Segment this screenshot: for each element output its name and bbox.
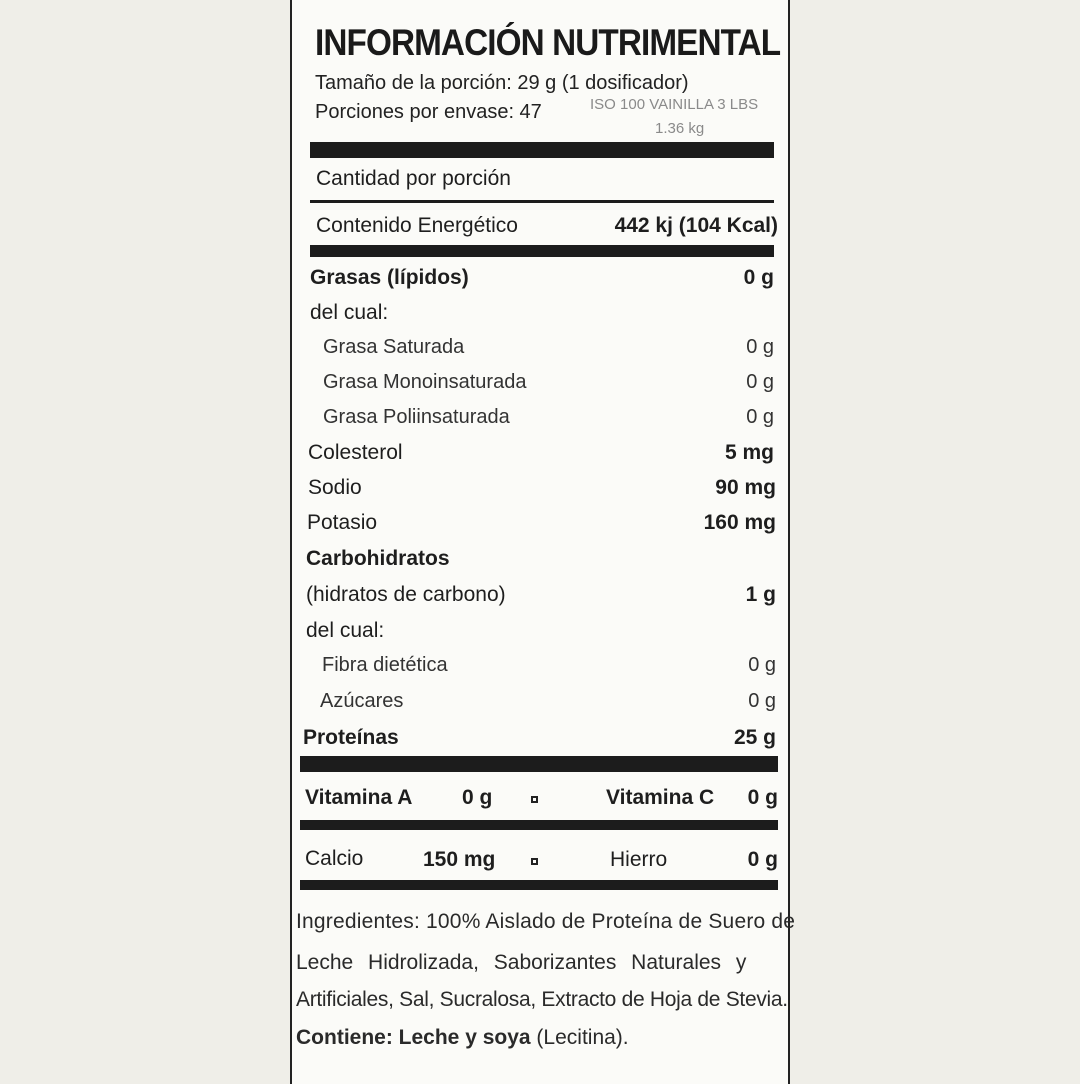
- nutrient-value: 25 g: [733, 726, 776, 749]
- nutrient-label: Grasa Poliinsaturada: [323, 406, 510, 428]
- separator-square-icon: [531, 858, 538, 865]
- thick-divider: [310, 142, 774, 158]
- servings-per-container: Porciones por envase: 47: [315, 101, 542, 123]
- vitamin-label: Vitamina A: [305, 786, 413, 809]
- vitamin-value: 0 g: [747, 786, 778, 809]
- thick-divider: [300, 880, 778, 890]
- nutrient-label: Colesterol: [308, 441, 403, 464]
- nutrient-value: 0 g: [746, 371, 774, 393]
- thick-divider: [300, 756, 778, 772]
- nutrient-value: 0 g: [748, 690, 776, 712]
- thin-divider: [310, 200, 774, 203]
- ingredients-line: Artificiales, Sal, Sucralosa, Extracto de Hoja de Stevia.: [296, 988, 788, 1011]
- nutrient-label: (hidratos de carbono): [306, 583, 506, 606]
- serving-size: Tamaño de la porción: 29 g (1 dosificador): [315, 72, 689, 94]
- nutrient-label: Grasa Monoinsaturada: [323, 371, 527, 393]
- vitamin-value: 0 g: [462, 786, 493, 809]
- nutrient-value: 5 mg: [724, 441, 774, 464]
- nutrient-value: 0 g: [748, 654, 776, 676]
- nutrient-label: Sodio: [308, 476, 362, 499]
- nutrient-label: Proteínas: [303, 726, 399, 749]
- nutrient-label: Azúcares: [320, 690, 404, 712]
- label-title: INFORMACIÓN NUTRIMENTAL: [315, 22, 781, 63]
- mineral-label: Calcio: [305, 847, 364, 870]
- product-weight: 1.36 kg: [655, 120, 705, 137]
- nutrient-label: Carbohidratos: [306, 547, 450, 570]
- nutrient-value: 0 g: [746, 336, 774, 358]
- nutrient-value: 0 g: [746, 406, 774, 428]
- thick-divider: [300, 820, 778, 830]
- nutrient-value: 0 g: [743, 266, 774, 289]
- vitamin-label: Vitamina C: [606, 786, 715, 809]
- mineral-value: 150 mg: [423, 848, 496, 871]
- separator-square-icon: [531, 796, 538, 803]
- nutrient-label: del cual:: [310, 301, 389, 324]
- energy-label: Contenido Energético: [316, 214, 518, 237]
- nutrient-label: Grasa Saturada: [323, 336, 465, 358]
- contains-statement: [296, 1026, 629, 1050]
- contains-value: Leche y soya: [398, 1026, 531, 1049]
- nutrient-label: Grasas (lípidos): [310, 266, 469, 289]
- contains-note: (Lecitina).: [536, 1026, 629, 1049]
- nutrient-value: 1 g: [745, 583, 776, 606]
- mineral-label: Hierro: [610, 848, 668, 871]
- nutrient-value: 160 mg: [703, 511, 776, 534]
- nutrient-label: del cual:: [306, 619, 385, 642]
- amount-per-serving: Cantidad por porción: [316, 167, 511, 190]
- energy-value: 442 kj (104 Kcal): [614, 214, 778, 237]
- mineral-value: 0 g: [747, 848, 778, 871]
- nutrient-label: Fibra dietética: [322, 654, 448, 676]
- ingredients-line: Leche Hidrolizada, Saborizantes Naturales y: [296, 951, 747, 974]
- contains-label: Contiene:: [296, 1026, 393, 1049]
- ingredients-line: Ingredientes: 100% Aislado de Proteína de Suero de: [296, 910, 796, 933]
- thick-divider: [310, 245, 774, 257]
- product-name: ISO 100 VAINILLA 3 LBS: [590, 96, 759, 113]
- nutrient-label: Potasio: [307, 511, 378, 534]
- nutrient-value: 90 mg: [715, 476, 776, 499]
